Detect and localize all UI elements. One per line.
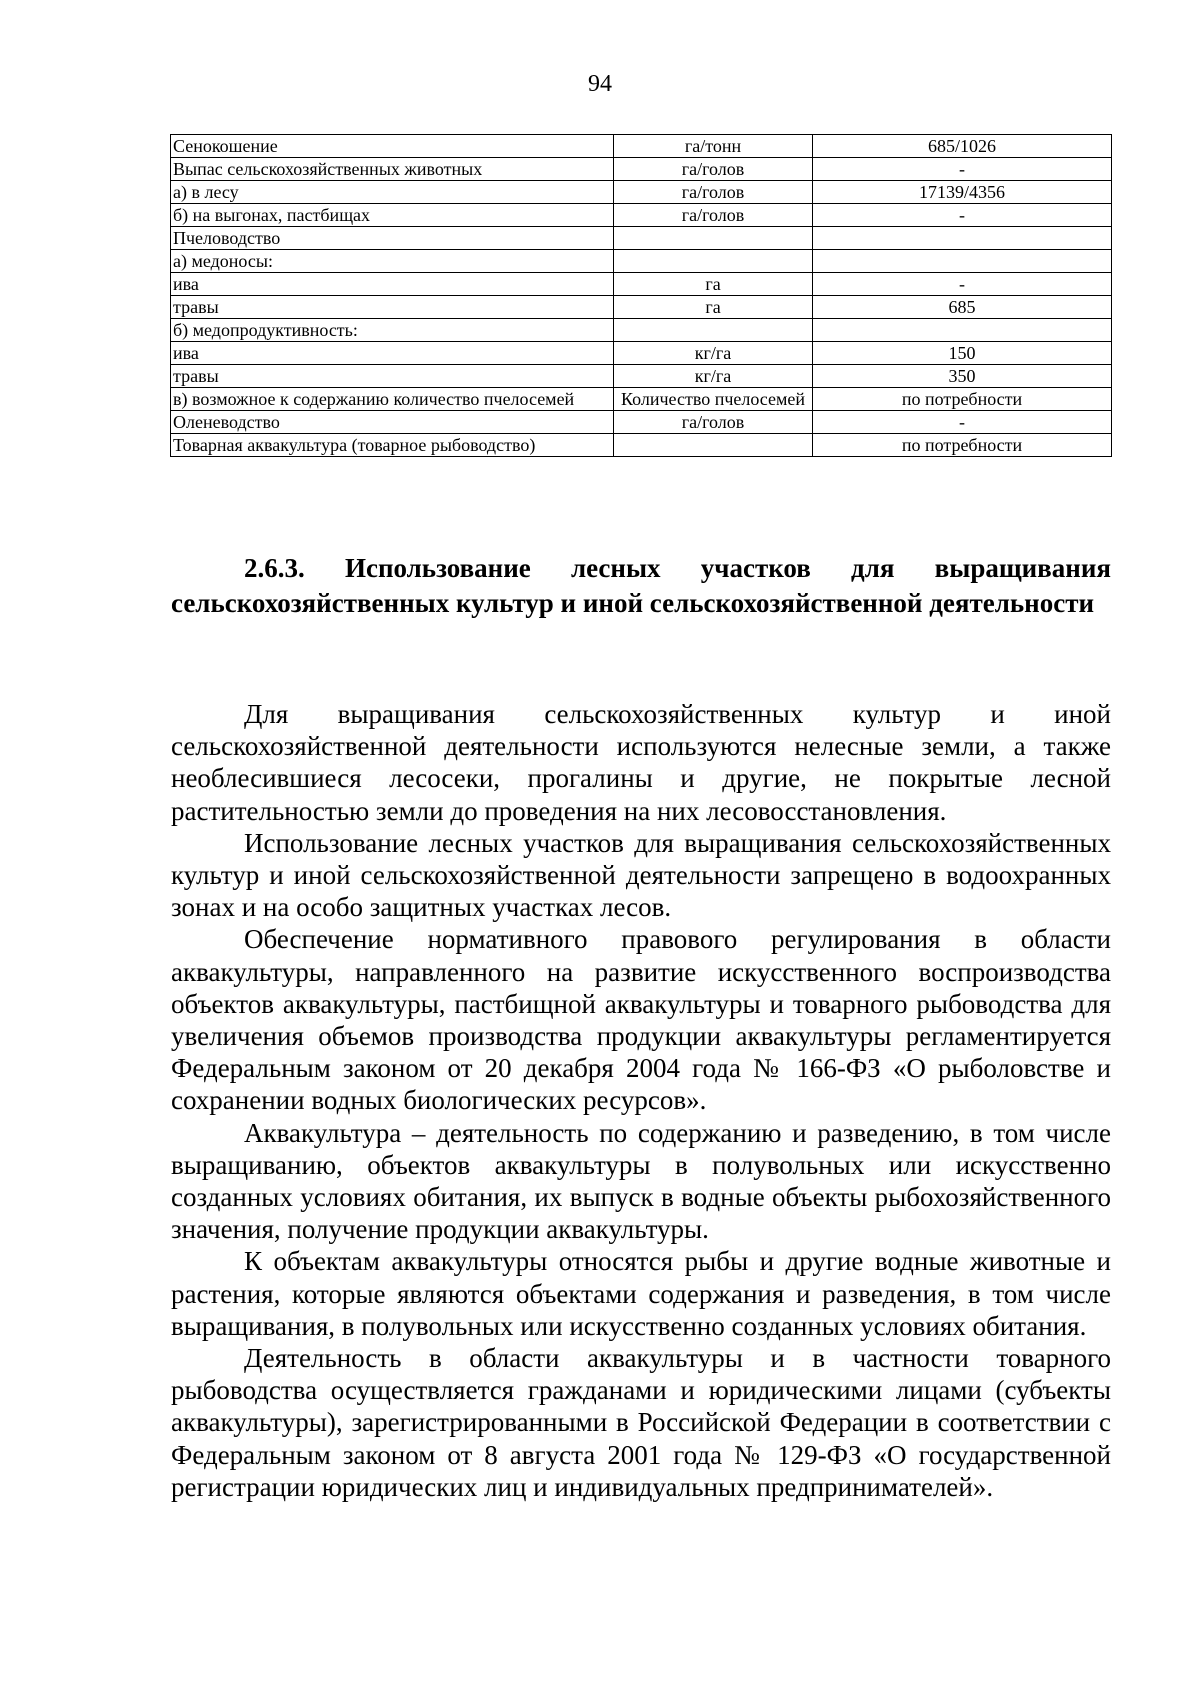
row-unit: га: [614, 296, 813, 319]
row-name: Оленеводство: [171, 411, 614, 434]
row-value: -: [813, 204, 1112, 227]
table-row: [171, 388, 1112, 411]
table-row: [171, 273, 1112, 296]
row-unit: [614, 434, 813, 457]
row-unit: Количество пчелосемей: [614, 388, 813, 411]
row-value: [813, 227, 1112, 250]
row-value: 150: [813, 342, 1112, 365]
row-value: -: [813, 158, 1112, 181]
row-value: -: [813, 411, 1112, 434]
row-unit: кг/га: [614, 365, 813, 388]
row-value: -: [813, 273, 1112, 296]
row-name: в) возможное к содержанию количество пчелосемей: [171, 388, 614, 411]
table-row: [171, 319, 1112, 342]
table-row: [171, 365, 1112, 388]
section-heading: [171, 551, 1111, 621]
row-value: 17139/4356: [813, 181, 1112, 204]
table-row: [171, 158, 1112, 181]
paragraph: Обеспечение нормативного правового регулирования в области аквакультуры, направленного на развитие искусственного воспроизводства объектов аквакультуры, пастбищной аквакультуры и товарного рыбоводства для увеличения объемов производства продукции аквакультуры регламентируется Федеральным законом от 20 декабря 2004 года № 166-ФЗ «О рыболовстве и сохранении водных биологических ресурсов».: [171, 924, 1111, 1116]
row-unit: кг/га: [614, 342, 813, 365]
land-use-table: [170, 134, 1112, 457]
row-name: б) медопродуктивность:: [171, 319, 614, 342]
row-name: ива: [171, 273, 614, 296]
row-unit: [614, 250, 813, 273]
row-unit: га/голов: [614, 158, 813, 181]
row-value: 685: [813, 296, 1112, 319]
section-number: 2.6.3.: [244, 553, 305, 583]
row-name: а) медоносы:: [171, 250, 614, 273]
section-title: Использование лесных участков для выращивания сельскохозяйственных культур и иной сельскохозяйственной деятельности: [171, 553, 1111, 618]
row-unit: га/голов: [614, 411, 813, 434]
row-unit: га/голов: [614, 204, 813, 227]
row-unit: га/голов: [614, 181, 813, 204]
table-row: [171, 204, 1112, 227]
table-row: [171, 434, 1112, 457]
table-row: [171, 296, 1112, 319]
row-unit: га/тонн: [614, 135, 813, 158]
table-row: [171, 342, 1112, 365]
row-name: а) в лесу: [171, 181, 614, 204]
row-name: б) на выгонах, пастбищах: [171, 204, 614, 227]
paragraph: Аквакультура – деятельность по содержанию и разведению, в том числе выращиванию, объектов аквакультуры в полувольных или искусственно созданных условиях обитания, их выпуск в водные объекты рыбохозяйственного значения, получение продукции аквакультуры.: [171, 1117, 1111, 1245]
table-row: [171, 411, 1112, 434]
row-name: ива: [171, 342, 614, 365]
row-name: Пчеловодство: [171, 227, 614, 250]
row-value: 685/1026: [813, 135, 1112, 158]
row-name: травы: [171, 296, 614, 319]
row-name: Сенокошение: [171, 135, 614, 158]
row-value: [813, 319, 1112, 342]
table-row: [171, 135, 1112, 158]
paragraph: Для выращивания сельскохозяйственных культур и иной сельскохозяйственной деятельности используются нелесные земли, а также необлесившиеся лесосеки, прогалины и другие, не покрытые лесной растительностью земли до проведения на них лесовосстановления.: [171, 699, 1111, 826]
row-value: [813, 250, 1112, 273]
paragraph: Деятельность в области аквакультуры и в частности товарного рыбоводства осуществляется гражданами и юридическими лицами (субъекты аквакультуры), зарегистрированными в Российской Федерации в соответствии с Федеральным законом от 8 августа 2001 года № 129-ФЗ «О государственной регистрации юридических лиц и индивидуальных предпринимателей».: [171, 1343, 1111, 1502]
row-value: по потребности: [813, 434, 1112, 457]
row-name: Выпас сельскохозяйственных животных: [171, 158, 614, 181]
row-unit: га: [614, 273, 813, 296]
table-row: [171, 227, 1112, 250]
row-value: по потребности: [813, 388, 1112, 411]
table-row: [171, 250, 1112, 273]
row-name: Товарная аквакультура (товарное рыбоводство): [171, 434, 614, 457]
table-row: [171, 181, 1112, 204]
paragraph: Использование лесных участков для выращивания сельскохозяйственных культур и иной сельскохозяйственной деятельности запрещено в водоохранных зонах и на особо защитных участках лесов.: [171, 827, 1111, 923]
table-body: [171, 135, 1112, 457]
row-name: травы: [171, 365, 614, 388]
row-unit: [614, 319, 813, 342]
body-text: [171, 698, 1111, 1503]
page-number: 94: [588, 71, 612, 97]
row-unit: [614, 227, 813, 250]
row-value: 350: [813, 365, 1112, 388]
paragraph: К объектам аквакультуры относятся рыбы и другие водные животные и растения, которые являются объектами содержания и разведения, в том числе выращивания, в полувольных или искусственно созданных условиях обитания.: [171, 1246, 1111, 1341]
